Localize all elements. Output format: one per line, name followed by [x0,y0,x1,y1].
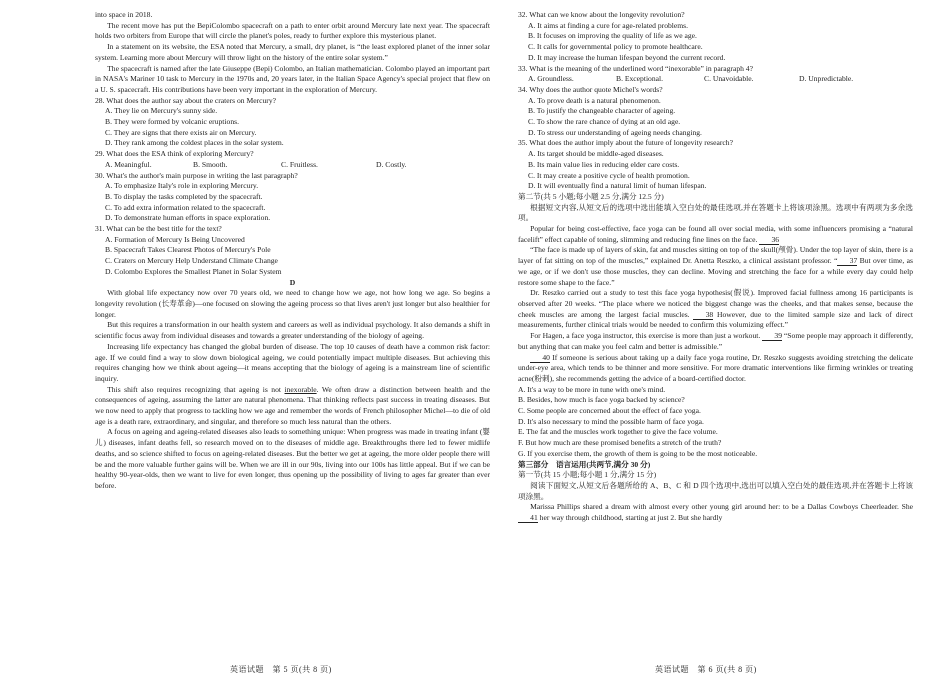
question-30-stem: 30. What's the author's main purpose in writing the last paragraph? [95,170,298,180]
passage-paragraph [518,331,913,352]
question-35-stem: 35. What does the author imply about the future of longevity research? [518,138,733,148]
option: A. Its target should be middle-aged diseases. [528,149,664,159]
text-segment: For Hagen, a face yoga instructor, this exercise is more than just a workout. [530,331,763,341]
page-footer-right: 英语试题 第 6 页(共 8 页) [655,665,757,674]
text-segment: her way through childhood, starting at just 2. But she hardly [537,513,723,523]
passage-paragraph: A focus on ageing and ageing-related diseases also leads to something unique: When progress was made in treating infant (婴儿) diseases, infant deaths fell, so research moved on to the diseases of middle age. Breakthroughs there led to fewer midlife deaths, and so science shifted to focus on ageing-related diseases. But the better we get at ageing, the more older people there will be and the more valuable further gains will be. When we are ill in our 90s, living into our 100s has little appeal. But if we can be healthy 90-year-olds, then we want to live for even longer, thus opening up the possibility of living to ages far greater than ever before. [95,427,490,490]
passage-paragraph: The recent move has put the BepiColombo spacecraft on a path to enter orbit around Mercury late next year. The spacecraft holds two orbiters from Europe that will circle the planet's poles, ready to further explore this mysterious planet. [95,20,490,41]
part-3-section-1: 第一节(共 15 小题;每小题 1 分,满分 15 分) [518,470,657,480]
option: A. They lie on Mercury's sunny side. [105,106,218,116]
text-segment: “The face is made up of layers of skin, fat and muscles sitting on top of the skull(颅骨). Under the top layer of skin, there is a layer of fat sitting on top of the muscles,” explained Dr. Anetta Reszko, a clinical assistant professor. “ [518,245,913,266]
option: D. Colombo Explores the Smallest Planet in Solar System [105,266,282,276]
option: C. To show the rare chance of dying at an old age. [528,117,681,127]
question-28-stem: 28. What does the author say about the craters on Mercury? [95,95,276,105]
section-heading-d: D [289,277,296,287]
option: F. But how much are these promised benefits a stretch of the truth? [518,438,722,448]
option: C. To add extra information related to the spacecraft. [105,202,266,212]
option: B. Its main value lies in reducing elder care costs. [528,159,680,169]
option: D. To demonstrate human efforts in space exploration. [105,213,271,223]
option: B. To justify the changeable character of ageing. [528,106,676,116]
option: D. It will eventually find a natural limit of human lifespan. [528,181,707,191]
option: A. To prove death is a natural phenomenon. [528,95,661,105]
question-33-stem: 33. What is the meaning of the underlined word “inexorable” in paragraph 4? [518,63,753,73]
option: B. It focuses on improving the quality of life as we age. [528,31,697,41]
option: A. It's a way to be more in tune with one's mind. [518,384,666,394]
page-footer-left: 英语试题 第 5 页(共 8 页) [230,665,332,674]
option: B. They were formed by volcanic eruptions. [105,117,239,127]
passage-paragraph [518,288,913,331]
text-segment: “Some people may approach it differently, but anything that can make you feel calm and better is admissible.” [518,331,913,351]
option: A. To emphasize Italy's role in exploring Mercury. [105,181,259,191]
section-2-instructions: 根据短文内容,从短文后的选项中选出能填入空白处的最佳选项,并在答题卡上将该项涂黑。选项中有两项为多余选项。 [518,202,913,223]
blank-40: 40 [530,353,550,363]
option: G. If you exercise them, the growth of them is going to be the most noticeable. [518,448,758,458]
option: B. To display the tasks completed by the spacecraft. [105,191,263,201]
text-segment: However, due to the limited sample size and lack of direct measurements, further clinical trials would be needed to confirm this volumizing effect.” [518,309,913,330]
question-29-stem: 29. What does the ESA think of exploring Mercury? [95,149,254,159]
text-segment: Marissa Phillips shared a dream with almost every other young girl around her: to be a Dallas Cowboys Cheerleader. She [530,502,913,512]
option: C. It may create a positive cycle of health promotion. [528,170,690,180]
option: B. Smooth. [193,159,228,169]
question-31-stem: 31. What can be the best title for the text? [95,224,222,234]
passage-paragraph: With global life expectancy now over 70 years old, we need to change how we age, not how long we age. So begins a longevity revolution (长寿革命)—one focused on slowing the ageing process so that lives aren't just longer but also healthier for longer. [95,288,490,319]
option: A. Formation of Mercury Is Being Uncovered [105,234,245,244]
passage-paragraph [518,245,913,288]
option: D. Unpredictable. [799,74,854,84]
option: C. It calls for governmental policy to promote healthcare. [528,42,703,52]
passage-paragraph [95,385,490,428]
left-column [95,10,490,492]
intro-line: into space in 2018. [95,10,153,19]
blank-39: 39 [762,331,782,341]
option: C. Some people are concerned about the effect of face yoga. [518,406,701,416]
text-segment: Popular for being cost-effective, face yoga can be found all over social media, with some influencers promising a “natural facelift” effect capable of toning, slimming and reducing fine lines on the face. [518,224,913,244]
option: D. It's also necessary to mind the possible harm of face yoga. [518,416,704,426]
option: D. To stress our understanding of ageing needs changing. [528,127,702,137]
option: A. Meaningful. [105,159,152,169]
passage-paragraph: Increasing life expectancy has changed the global burden of disease. The top 10 causes of death have a common risk factor: age. If we could find a way to slow down biological ageing, we could potentially impact multiple diseases. But achieving this requires changing how we think about ageing—it means accepting that the biology of ageing is a mainstream line of scientific inquiry. [95,341,490,383]
option: C. Craters on Mercury Help Understand Climate Change [105,256,278,266]
section-2-header: 第二节(共 5 小题;每小题 2.5 分,满分 12.5 分) [518,191,664,201]
option: E. The fat and the muscles work together to give the face volume. [518,427,718,437]
option: C. They are signs that there exists air on Mercury. [105,127,257,137]
passage-paragraph: The spacecraft is named after the late Giuseppe (Bepi) Colombo, an Italian mathematician. Colombo played an important part in NASA's Mariner 10 task to Mercury in the 1970s and, 20 years later, in the Italian Space Agency's special project that flew on a U. S. spacecraft. His contributions have been very important in the exploration of Mercury. [95,63,490,94]
underlined-word: inexorable [284,384,317,394]
question-29-options [95,160,490,171]
option: A. It aims at finding a cure for age-related problems. [528,20,689,30]
right-column [518,10,913,524]
option: C. Unavoidable. [704,74,754,84]
option: A. Groundless. [528,74,574,84]
passage-paragraph: In a statement on its website, the ESA noted that Mercury, a small, dry planet, is “the least explored planet of the inner solar system. Learning more about Mercury will throw light on the history of the entire solar system.” [95,42,490,62]
text-segment: If someone is serious about taking up a daily face yoga routine, Dr. Reszko suggests avoiding stretching the delicate under-eye area, which tends to be thinner and more sensitive. For more dramatic interventions like firming wrinkles or treating acne(粉刺), she recommends getting the advice of a board-certified doctor. [518,352,913,383]
text-segment: This shift also requires recognizing that ageing is not [107,384,285,394]
option: B. Besides, how much is face yoga backed by science? [518,395,685,405]
blank-37: 37 [837,256,857,266]
option: B. Exceptional. [616,74,664,84]
blank-38: 38 [693,310,713,320]
part-3-instructions: 阅读下面短文,从短文后各题所给的 A、B、C 和 D 四个选项中,选出可以填入空白处的最佳选项,并在答题卡上将该项涂黑。 [518,480,913,501]
question-32-stem: 32. What can we know about the longevity revolution? [518,10,685,19]
passage-paragraph [518,353,913,385]
text-segment: Dr. Reszko carried out a study to test this face yoga hypothesis(假说). Improved facial fullness among 16 participants is observed after 20 weeks. “The place where we noticed the biggest change was the cheeks, and that makes sense, because the cheek muscles are among the largest facial muscles. [518,288,913,319]
option: B. Spacecraft Takes Clearest Photos of Mercury's Pole [105,245,271,255]
part-3-header: 第三部分 语言运用(共两节,满分 30 分) [518,459,651,469]
question-33-options [518,74,913,85]
question-34-stem: 34. Why does the author quote Michel's words? [518,84,663,94]
passage-paragraph [518,502,913,523]
text-segment: But over time, as we age, or if we don't use those muscles, they can decline. Moving and stretching the face for a while every day could help restore some shape to the face.” [518,256,913,287]
option: D. They rank among the coldest places in the solar system. [105,138,284,148]
text-segment: . We often draw a distinction between health and the consequences of ageing, assuming the latter are natural phenomena. That thinking reflects past success in treating diseases. But we now need to apply that progress to tackling how we age and remember the words of French philosopher Michel—to die of old age is a death rare, extraordinary, and singular, and therefore so much less natural than the others. [95,384,490,426]
passage-paragraph: But this requires a transformation in our health system and careers as well as individual psychology. It also demands a shift in scientific focus away from individual diseases and towards a greater understanding of the biology of ageing. [95,320,490,341]
passage-paragraph [518,224,913,245]
option: D. Costly. [376,159,407,169]
blank-41: 41 [518,513,538,523]
blank-36: 36 [759,235,779,245]
option: C. Fruitless. [281,159,318,169]
option: D. It may increase the human lifespan beyond the current record. [528,52,726,62]
